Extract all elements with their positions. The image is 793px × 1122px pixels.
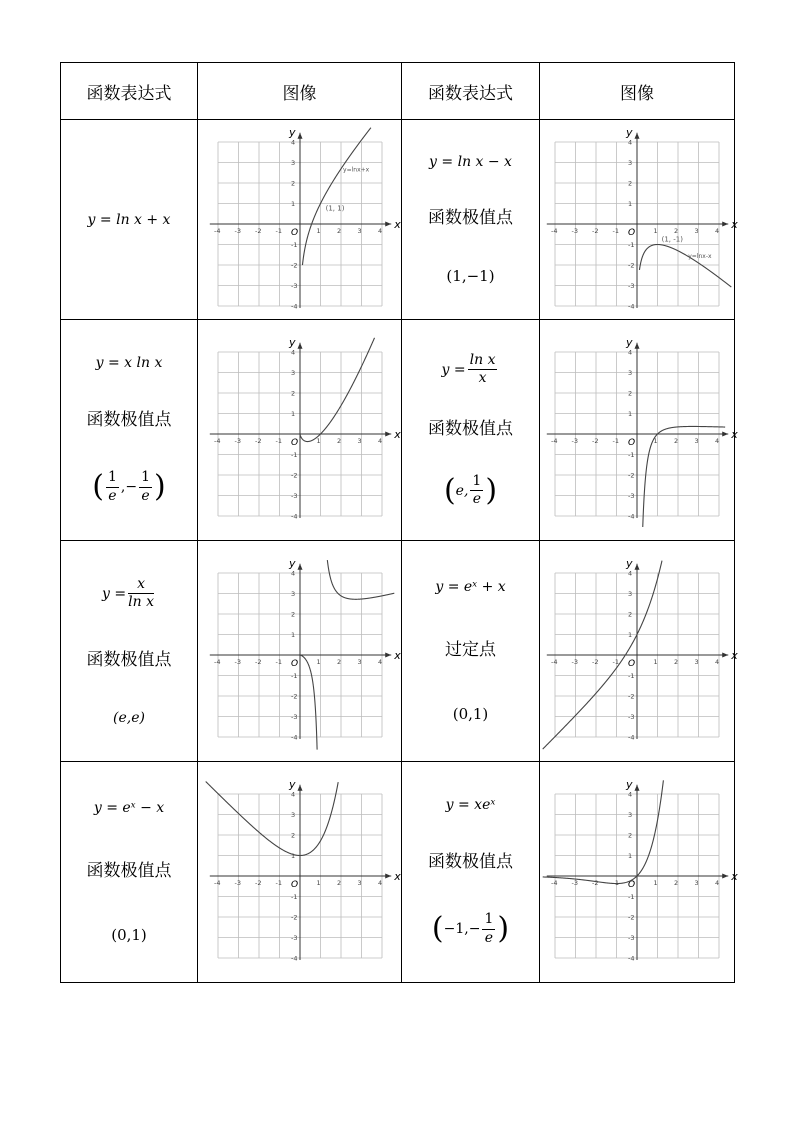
y-tick-label: 3 xyxy=(628,369,633,377)
y-tick-label: -4 xyxy=(628,302,635,310)
y-axis-label: y xyxy=(626,335,633,349)
x-arrow-icon xyxy=(385,221,391,226)
y-axis-label: y xyxy=(626,125,633,139)
x-tick-label: -1 xyxy=(612,879,619,887)
y-tick-label: -3 xyxy=(290,281,297,290)
y-tick-label: 3 xyxy=(290,158,295,167)
x-tick-label: 3 xyxy=(357,879,362,887)
graph-cell xyxy=(540,762,738,983)
expr-cell xyxy=(402,762,540,983)
x-tick-label: -4 xyxy=(213,879,220,887)
y-tick-label: -2 xyxy=(628,261,635,269)
table-row xyxy=(61,541,735,762)
x-tick-label: 4 xyxy=(715,658,720,666)
y-tick-label: 4 xyxy=(628,138,633,146)
x-tick-label: -3 xyxy=(234,226,241,235)
y-tick-label: -1 xyxy=(628,893,635,901)
function-curve xyxy=(205,781,337,855)
x-arrow-icon xyxy=(385,874,391,879)
y-arrow-icon xyxy=(635,343,640,349)
graph-ln-x-minus-x xyxy=(547,125,738,310)
y-arrow-icon xyxy=(635,132,640,138)
y-tick-label: -2 xyxy=(290,471,297,480)
x-tick-label: 2 xyxy=(336,437,341,445)
origin-label: O xyxy=(628,227,636,238)
expr-cell xyxy=(402,320,540,541)
origin-label: O xyxy=(290,438,298,448)
x-tick-label: -1 xyxy=(275,879,282,887)
x-tick-label: -2 xyxy=(254,437,261,445)
curve-label: y=lnx+x xyxy=(342,166,369,174)
x-tick-label: -3 xyxy=(234,658,241,666)
expression-x-e-x: y = xeˣ xyxy=(445,796,496,813)
header-image-1: 图像 xyxy=(198,63,402,120)
y-tick-label: -1 xyxy=(628,672,635,680)
y-tick-label: -2 xyxy=(290,261,297,269)
y-tick-label: -3 xyxy=(628,281,635,290)
x-arrow-icon xyxy=(385,653,391,658)
x-tick-label: 4 xyxy=(715,437,720,445)
y-tick-label: -1 xyxy=(290,451,297,459)
fixed-point-label: 过定点 xyxy=(445,640,496,660)
x-tick-label: 4 xyxy=(377,658,382,666)
y-tick-label: 1 xyxy=(628,199,633,208)
header-row xyxy=(61,63,735,120)
y-tick-label: -2 xyxy=(628,913,635,922)
y-tick-label: -1 xyxy=(628,240,635,249)
y-tick-label: -1 xyxy=(290,893,297,901)
x-axis-label: x xyxy=(731,428,738,441)
y-arrow-icon xyxy=(297,785,302,791)
y-tick-label: 2 xyxy=(628,831,633,840)
graph-cell xyxy=(198,762,402,983)
y-axis-label: y xyxy=(288,125,296,139)
graph-cell xyxy=(540,120,738,320)
x-tick-label: -4 xyxy=(551,226,558,235)
y-tick-label: 2 xyxy=(628,389,633,398)
x-tick-label: 4 xyxy=(377,437,382,445)
y-tick-label: 4 xyxy=(628,790,633,799)
x-tick-label: 4 xyxy=(715,226,720,235)
y-tick-label: 3 xyxy=(290,590,295,598)
x-tick-label: 1 xyxy=(316,437,321,445)
function-curve xyxy=(300,338,374,442)
x-tick-label: 2 xyxy=(674,879,679,887)
x-axis-label: x xyxy=(731,649,738,662)
expression-x-ln-x: y = x ln x xyxy=(95,354,163,371)
x-tick-label: 2 xyxy=(674,658,679,666)
x-tick-label: -4 xyxy=(551,658,558,666)
origin-label: O xyxy=(290,880,298,890)
x-tick-label: -2 xyxy=(254,226,261,235)
graph-ln-x-plus-x xyxy=(210,125,401,310)
y-tick-label: 1 xyxy=(628,631,633,639)
x-tick-label: -1 xyxy=(275,226,282,235)
x-tick-label: 1 xyxy=(653,879,658,887)
extreme-point-label: 函数极值点 xyxy=(428,208,513,229)
x-arrow-icon xyxy=(722,653,728,658)
x-tick-label: 3 xyxy=(357,437,362,445)
expr-cell xyxy=(61,320,198,541)
extreme-point-label: 函数极值点 xyxy=(86,650,172,671)
y-tick-label: 3 xyxy=(290,369,295,377)
extreme-point-value: (1,−1) xyxy=(446,266,495,285)
expr-cell xyxy=(61,762,198,983)
y-tick-label: 4 xyxy=(290,790,295,799)
y-tick-label: -1 xyxy=(290,240,297,249)
expression-ln-x-plus-x: y = ln x + x xyxy=(87,211,171,228)
graph-cell xyxy=(198,320,402,541)
graph-cell xyxy=(540,541,738,762)
x-arrow-icon xyxy=(722,432,728,437)
expr-cell xyxy=(61,541,198,762)
y-tick-label: 3 xyxy=(628,590,633,598)
extreme-point-label: 函数极值点 xyxy=(86,861,172,881)
y-tick-label: 2 xyxy=(290,831,295,840)
x-arrow-icon xyxy=(722,874,728,879)
y-tick-label: -3 xyxy=(628,713,635,721)
x-tick-label: 1 xyxy=(653,226,658,235)
extreme-point-value: ( $\frac{1}{e}$ ,− $\frac{1}{e}$ ) xyxy=(92,469,166,505)
expression-ln-x-minus-x: y = ln x − x xyxy=(429,154,512,171)
x-tick-label: 4 xyxy=(377,226,382,235)
y-axis-label: y xyxy=(288,335,296,349)
y-tick-label: 3 xyxy=(290,811,295,819)
y-tick-label: 2 xyxy=(290,179,295,187)
x-tick-label: -2 xyxy=(592,437,599,445)
x-tick-label: 4 xyxy=(377,879,382,887)
extreme-point-label: 函数极值点 xyxy=(428,419,513,440)
y-tick-label: -3 xyxy=(628,934,635,942)
x-arrow-icon xyxy=(722,221,728,226)
y-axis-label: y xyxy=(288,777,296,791)
x-tick-label: 3 xyxy=(357,658,362,666)
graph-cell xyxy=(198,541,402,762)
y-tick-label: -4 xyxy=(628,733,635,742)
y-axis-label: y xyxy=(626,556,633,570)
x-tick-label: -1 xyxy=(275,658,282,666)
x-tick-label: -2 xyxy=(592,658,599,666)
y-arrow-icon xyxy=(635,785,640,791)
x-tick-label: -2 xyxy=(254,879,261,887)
y-tick-label: -1 xyxy=(628,451,635,459)
y-tick-label: -2 xyxy=(290,913,297,922)
y-tick-label: -3 xyxy=(290,492,297,500)
x-axis-label: x xyxy=(393,649,401,662)
x-tick-label: -4 xyxy=(213,437,220,445)
x-tick-label: -4 xyxy=(213,226,220,235)
expr-cell xyxy=(402,120,540,320)
x-tick-label: 1 xyxy=(316,658,321,666)
x-tick-label: 2 xyxy=(674,226,679,235)
graph-e-x-plus-x xyxy=(545,553,738,749)
y-tick-label: -3 xyxy=(628,492,635,500)
y-tick-label: 1 xyxy=(628,852,633,860)
y-tick-label: -4 xyxy=(290,302,297,310)
point-label: (1, 1) xyxy=(325,204,344,213)
expression-x-over-ln-x: y = $\frac{x}{\text{ln x}}$ xyxy=(102,575,154,611)
fixed-point-value: (0,1) xyxy=(452,705,489,723)
table-row xyxy=(61,762,735,983)
y-tick-label: 4 xyxy=(628,569,633,578)
function-curve xyxy=(543,777,664,883)
point-label: (1, -1) xyxy=(661,234,683,243)
extreme-point-label: 函数极值点 xyxy=(428,851,513,872)
y-arrow-icon xyxy=(297,132,302,138)
y-tick-label: 2 xyxy=(290,610,295,619)
graph-x-ln-x xyxy=(208,332,401,528)
x-tick-label: -2 xyxy=(592,879,599,887)
x-tick-label: 3 xyxy=(694,437,699,445)
y-tick-label: -3 xyxy=(290,713,297,721)
y-tick-label: 3 xyxy=(628,811,633,819)
origin-label: O xyxy=(628,438,636,448)
y-arrow-icon xyxy=(297,564,302,570)
function-curve xyxy=(639,244,731,287)
extreme-point-value: (e,e) xyxy=(113,710,145,727)
y-axis-label: y xyxy=(288,556,296,570)
graph-cell xyxy=(198,120,402,320)
y-tick-label: -2 xyxy=(628,471,635,480)
x-axis-label: x xyxy=(731,870,738,883)
y-tick-label: 2 xyxy=(290,389,295,398)
y-tick-label: -4 xyxy=(290,954,297,963)
y-tick-label: -2 xyxy=(628,692,635,701)
graph-x-over-ln-x xyxy=(208,553,401,749)
y-tick-label: 1 xyxy=(290,852,295,860)
y-tick-label: 4 xyxy=(290,569,295,578)
x-tick-label: -1 xyxy=(612,437,619,445)
x-tick-label: 3 xyxy=(694,879,699,887)
y-axis-label: y xyxy=(626,777,633,791)
y-tick-label: -4 xyxy=(290,733,297,742)
expression-e-x-minus-x: y = eˣ − x xyxy=(93,800,165,816)
y-tick-label: 1 xyxy=(290,410,295,418)
y-arrow-icon xyxy=(297,343,302,349)
curve-label: y=lnx-x xyxy=(688,252,712,260)
x-axis-label: x xyxy=(731,217,738,231)
y-tick-label: -2 xyxy=(290,692,297,701)
x-tick-label: -4 xyxy=(551,879,558,887)
header-expr-2: 函数表达式 xyxy=(402,63,540,120)
x-tick-label: -4 xyxy=(551,437,558,445)
y-tick-label: -3 xyxy=(290,934,297,942)
y-tick-label: 2 xyxy=(628,179,633,187)
x-tick-label: 1 xyxy=(316,226,321,235)
origin-label: O xyxy=(628,880,636,890)
y-tick-label: 1 xyxy=(290,631,295,639)
function-curve xyxy=(300,655,317,750)
x-axis-label: x xyxy=(393,217,401,231)
extreme-point-value: (−1,− $\frac{1}{e}$ ) xyxy=(431,911,510,947)
x-tick-label: 3 xyxy=(694,226,699,235)
header-image-2: 图像 xyxy=(540,63,735,120)
graph-x-e-x xyxy=(545,774,738,970)
x-axis-label: x xyxy=(393,428,401,441)
y-tick-label: 3 xyxy=(628,158,633,167)
y-tick-label: 1 xyxy=(290,199,295,208)
y-tick-label: -4 xyxy=(290,512,297,521)
x-tick-label: 2 xyxy=(336,658,341,666)
y-tick-label: -4 xyxy=(628,512,635,521)
x-tick-label: -3 xyxy=(571,437,578,445)
x-tick-label: 3 xyxy=(357,226,362,235)
x-tick-label: -3 xyxy=(571,658,578,666)
x-tick-label: 4 xyxy=(715,879,720,887)
x-tick-label: -2 xyxy=(592,226,599,235)
x-tick-label: -3 xyxy=(234,879,241,887)
y-arrow-icon xyxy=(635,564,640,570)
origin-label: O xyxy=(290,227,298,238)
x-tick-label: 3 xyxy=(694,658,699,666)
x-tick-label: -3 xyxy=(234,437,241,445)
y-tick-label: 4 xyxy=(290,138,295,146)
table-row xyxy=(61,120,735,320)
x-tick-label: -3 xyxy=(571,879,578,887)
x-tick-label: -4 xyxy=(213,658,220,666)
expr-cell xyxy=(402,541,540,762)
y-tick-label: -1 xyxy=(290,672,297,680)
x-tick-label: 2 xyxy=(336,226,341,235)
y-tick-label: -4 xyxy=(628,954,635,963)
x-tick-label: -1 xyxy=(612,658,619,666)
graph-cell xyxy=(540,320,738,541)
x-tick-label: 1 xyxy=(653,437,658,445)
y-tick-label: 4 xyxy=(628,348,633,357)
y-tick-label: 1 xyxy=(628,410,633,418)
x-tick-label: -2 xyxy=(254,658,261,666)
x-tick-label: 1 xyxy=(316,879,321,887)
function-graph-table xyxy=(60,62,738,983)
x-tick-label: 2 xyxy=(336,879,341,887)
x-tick-label: -3 xyxy=(571,226,578,235)
extreme-point-value: (e, $\frac{1}{e}$ ) xyxy=(443,472,498,508)
x-tick-label: -1 xyxy=(275,437,282,445)
expr-cell xyxy=(61,120,198,320)
x-axis-label: x xyxy=(393,870,401,883)
extreme-point-label: 函数极值点 xyxy=(86,409,172,430)
y-tick-label: 2 xyxy=(628,610,633,619)
header-expr-1: 函数表达式 xyxy=(61,63,198,120)
x-arrow-icon xyxy=(385,432,391,437)
origin-label: O xyxy=(628,659,636,669)
x-tick-label: 1 xyxy=(653,658,658,666)
origin-label: O xyxy=(290,659,298,669)
table-row xyxy=(61,320,735,541)
expression-e-x-plus-x: y = eˣ + x xyxy=(435,579,506,595)
y-tick-label: 4 xyxy=(290,348,295,357)
extreme-point-value: (0,1) xyxy=(111,926,147,944)
expression-ln-x-over-x: y = $\frac{\text{ln x}}{x}$ xyxy=(441,351,496,386)
x-tick-label: -1 xyxy=(612,226,619,235)
x-tick-label: 2 xyxy=(674,437,679,445)
graph-e-x-minus-x xyxy=(208,774,401,970)
graph-ln-x-over-x xyxy=(545,332,738,528)
